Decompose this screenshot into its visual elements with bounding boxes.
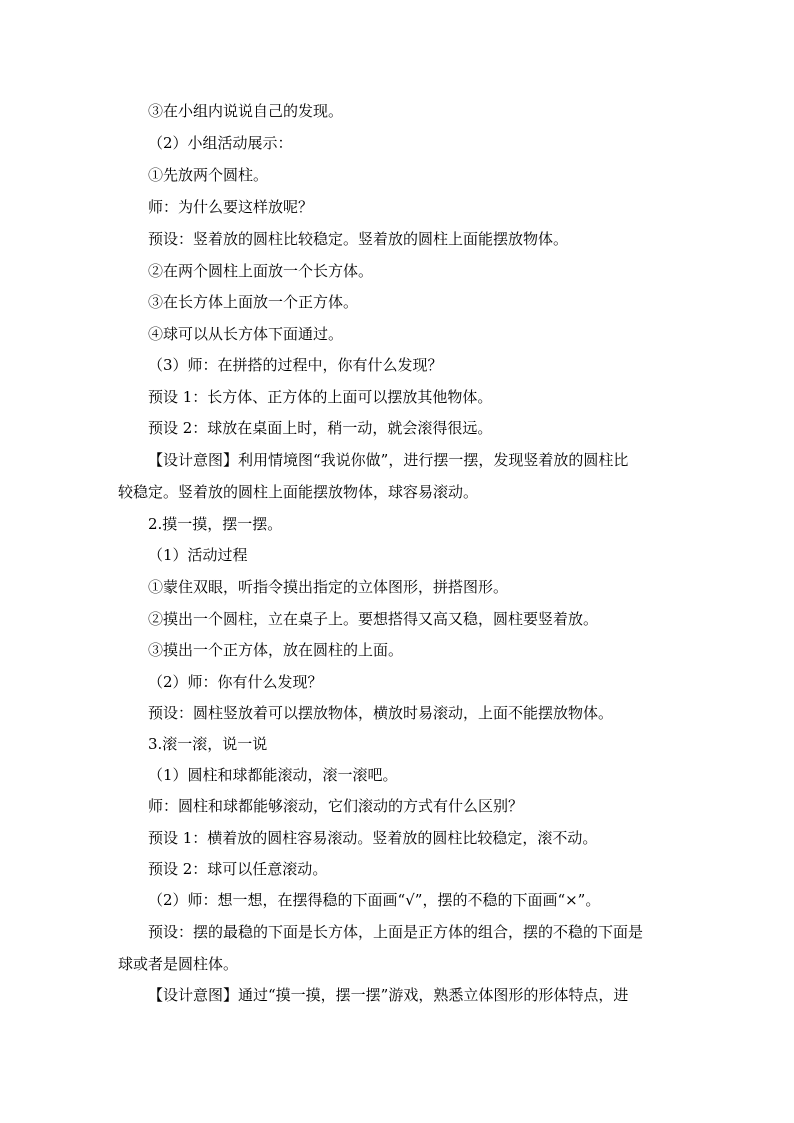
text-line: ④球可以从长方体下面通过。 — [148, 325, 344, 343]
text-line: 【设计意图】利用情境图“我说你做”，进行摆一摆，发现竖着放的圆柱比 — [148, 451, 629, 469]
text-line: 球或者是圆柱体。 — [118, 955, 239, 973]
text-line: （3）师：在拼搭的过程中，你有什么发现？ — [148, 356, 443, 374]
text-line: 师：为什么要这样放呢？ — [148, 198, 314, 216]
text-line: （2）小组活动展示： — [148, 134, 293, 152]
text-line: ③在长方体上面放一个正方体。 — [148, 293, 359, 311]
text-line: ③摸出一个正方体，放在圆柱的上面。 — [148, 641, 404, 659]
text-line: 预设：竖着放的圆柱比较稳定。竖着放的圆柱上面能摆放物体。 — [148, 230, 569, 248]
text-line: （1）活动过程 — [148, 546, 248, 564]
text-line: 较稳定。竖着放的圆柱上面能摆放物体，球容易滚动。 — [118, 483, 479, 501]
text-line: ②摸出一个圆柱，立在桌子上。要想搭得又高又稳，圆柱要竖着放。 — [148, 610, 599, 628]
text-line: ①蒙住双眼，听指令摸出指定的立体图形，拼搭图形。 — [148, 578, 509, 596]
text-line: （2）师：想一想，在摆得稳的下面画“√”，摆的不稳的下面画“×”。 — [148, 891, 601, 909]
text-line: ②在两个圆柱上面放一个长方体。 — [148, 262, 374, 280]
text-line: 预设：圆柱竖放着可以摆放物体，横放时易滚动，上面不能摆放物体。 — [148, 704, 614, 722]
text-line: 预设 2：球放在桌面上时，稍一动，就会滚得很远。 — [148, 419, 493, 437]
text-line: 3.滚一滚，说一说 — [148, 735, 268, 753]
text-line: ①先放两个圆柱。 — [148, 166, 269, 184]
text-line: （1）圆柱和球都能滚动，滚一滚吧。 — [148, 766, 398, 784]
text-line: 【设计意图】通过“摸一摸，摆一摆”游戏，熟悉立体图形的形体特点，进 — [148, 986, 629, 1004]
text-line: 预设 1：长方体、正方体的上面可以摆放其他物体。 — [148, 388, 493, 406]
text-line: （2）师：你有什么发现？ — [148, 673, 323, 691]
text-line: 师：圆柱和球都能够滚动，它们滚动的方式有什么区别？ — [148, 797, 524, 815]
text-line: 2.摸一摸，摆一摆。 — [148, 515, 283, 533]
text-line: 预设：摆的最稳的下面是长方体，上面是正方体的组合，摆的不稳的下面是 — [148, 923, 644, 941]
text-line: ③在小组内说说自己的发现。 — [148, 102, 344, 120]
text-line: 预设 2：球可以任意滚动。 — [148, 860, 328, 878]
text-line: 预设 1：横着放的圆柱容易滚动。竖着放的圆柱比较稳定，滚不动。 — [148, 829, 598, 847]
